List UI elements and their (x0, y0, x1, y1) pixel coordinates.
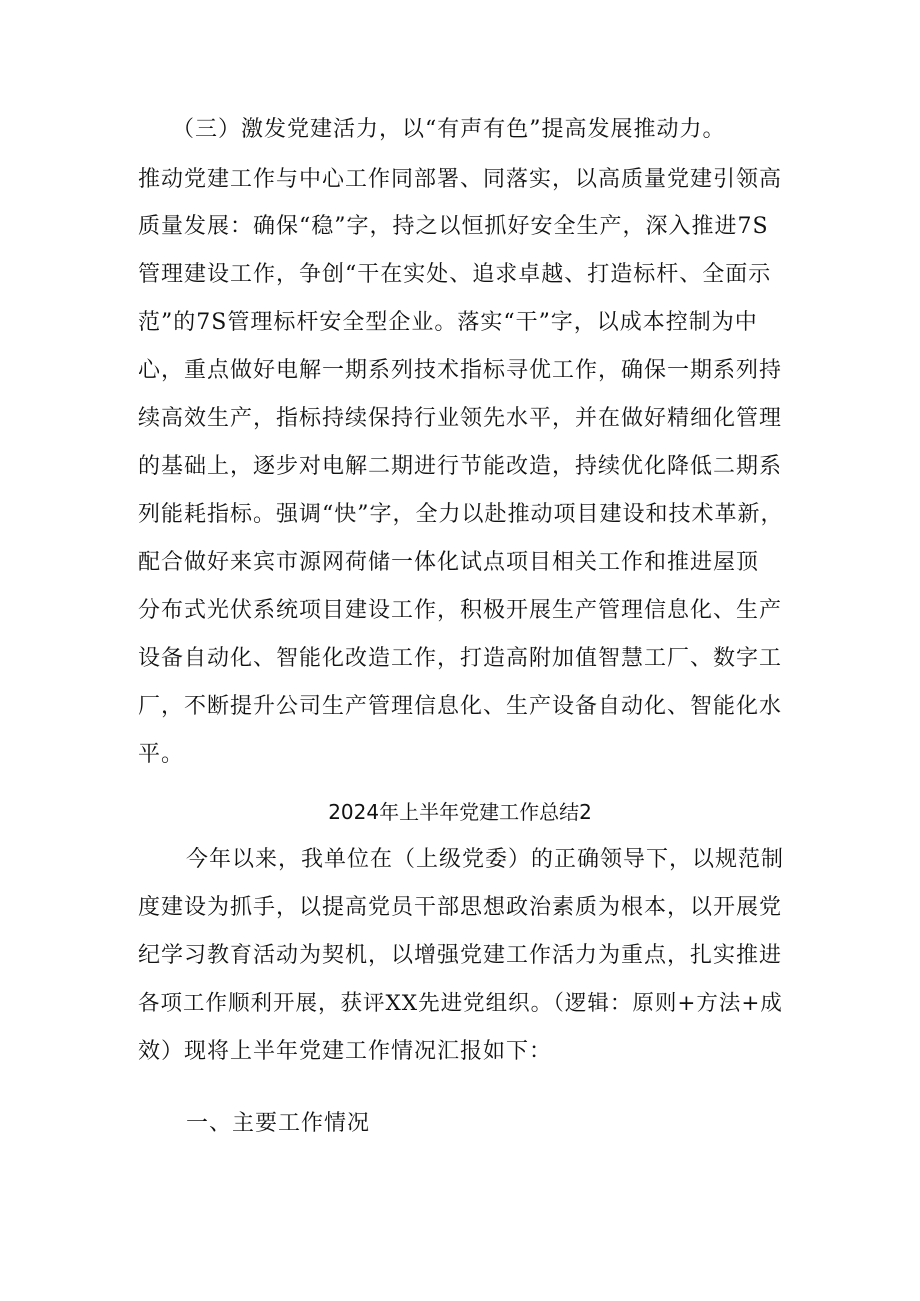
paragraph-line: 心，重点做好电解一期系列技术指标寻优工作，确保一期系列持 (138, 358, 783, 383)
paragraph-line: 续高效生产，指标持续保持行业领先水平，并在做好精细化管理 (138, 406, 783, 431)
paragraph-line: 设备自动化、智能化改造工作，打造高附加值智慧工厂、数字工 (138, 646, 783, 671)
paragraph-line: 分布式光伏系统项目建设工作，积极开展生产管理信息化、生产 (138, 598, 783, 623)
paragraph-line: 平。 (138, 742, 185, 767)
paragraph-line: 效）现将上半年党建工作情况汇报如下： (138, 1039, 553, 1064)
document-title: 2024年上半年党建工作总结2 (328, 800, 592, 824)
paragraph-line: 配合做好来宾市源网荷储一体化试点项目相关工作和推进屋顶 (138, 550, 760, 575)
paragraph-line: 度建设为抓手，以提高党员干部思想政治素质为根本，以开展党 (138, 895, 783, 920)
paragraph-line: 范”的7S管理标杆安全型企业。落实“干”字，以成本控制为中 (138, 310, 758, 335)
paragraph-line: 的基础上，逐步对电解二期进行节能改造，持续优化降低二期系 (138, 454, 783, 479)
paragraph-line: 纪学习教育活动为契机，以增强党建工作活力为重点，扎实推进 (138, 943, 783, 968)
paragraph-line: 列能耗指标。强调“快”字，全力以赴推动项目建设和技术革新， (138, 502, 784, 527)
paragraph-line: 推动党建工作与中心工作同部署、同落实，以高质量党建引领高 (138, 167, 783, 192)
paragraph-line: 各项工作顺利开展，获评XX先进党组织。（逻辑：原则+方法+成 (138, 991, 783, 1016)
paragraph-line: 管理建设工作，争创“干在实处、追求卓越、打造标杆、全面示 (138, 262, 772, 287)
paragraph-line: 今年以来，我单位在（上级党委）的正确领导下，以规范制 (186, 847, 785, 872)
paragraph-line: 质量发展：确保“稳”字，持之以恒抓好安全生产，深入推进7S (138, 214, 769, 239)
section-heading: （三）激发党建活力，以“有声有色”提高发展推动力。 (172, 117, 726, 142)
paragraph-line: 厂，不断提升公司生产管理信息化、生产设备自动化、智能化水 (138, 694, 783, 719)
section-heading: 一、主要工作情况 (186, 1111, 371, 1136)
